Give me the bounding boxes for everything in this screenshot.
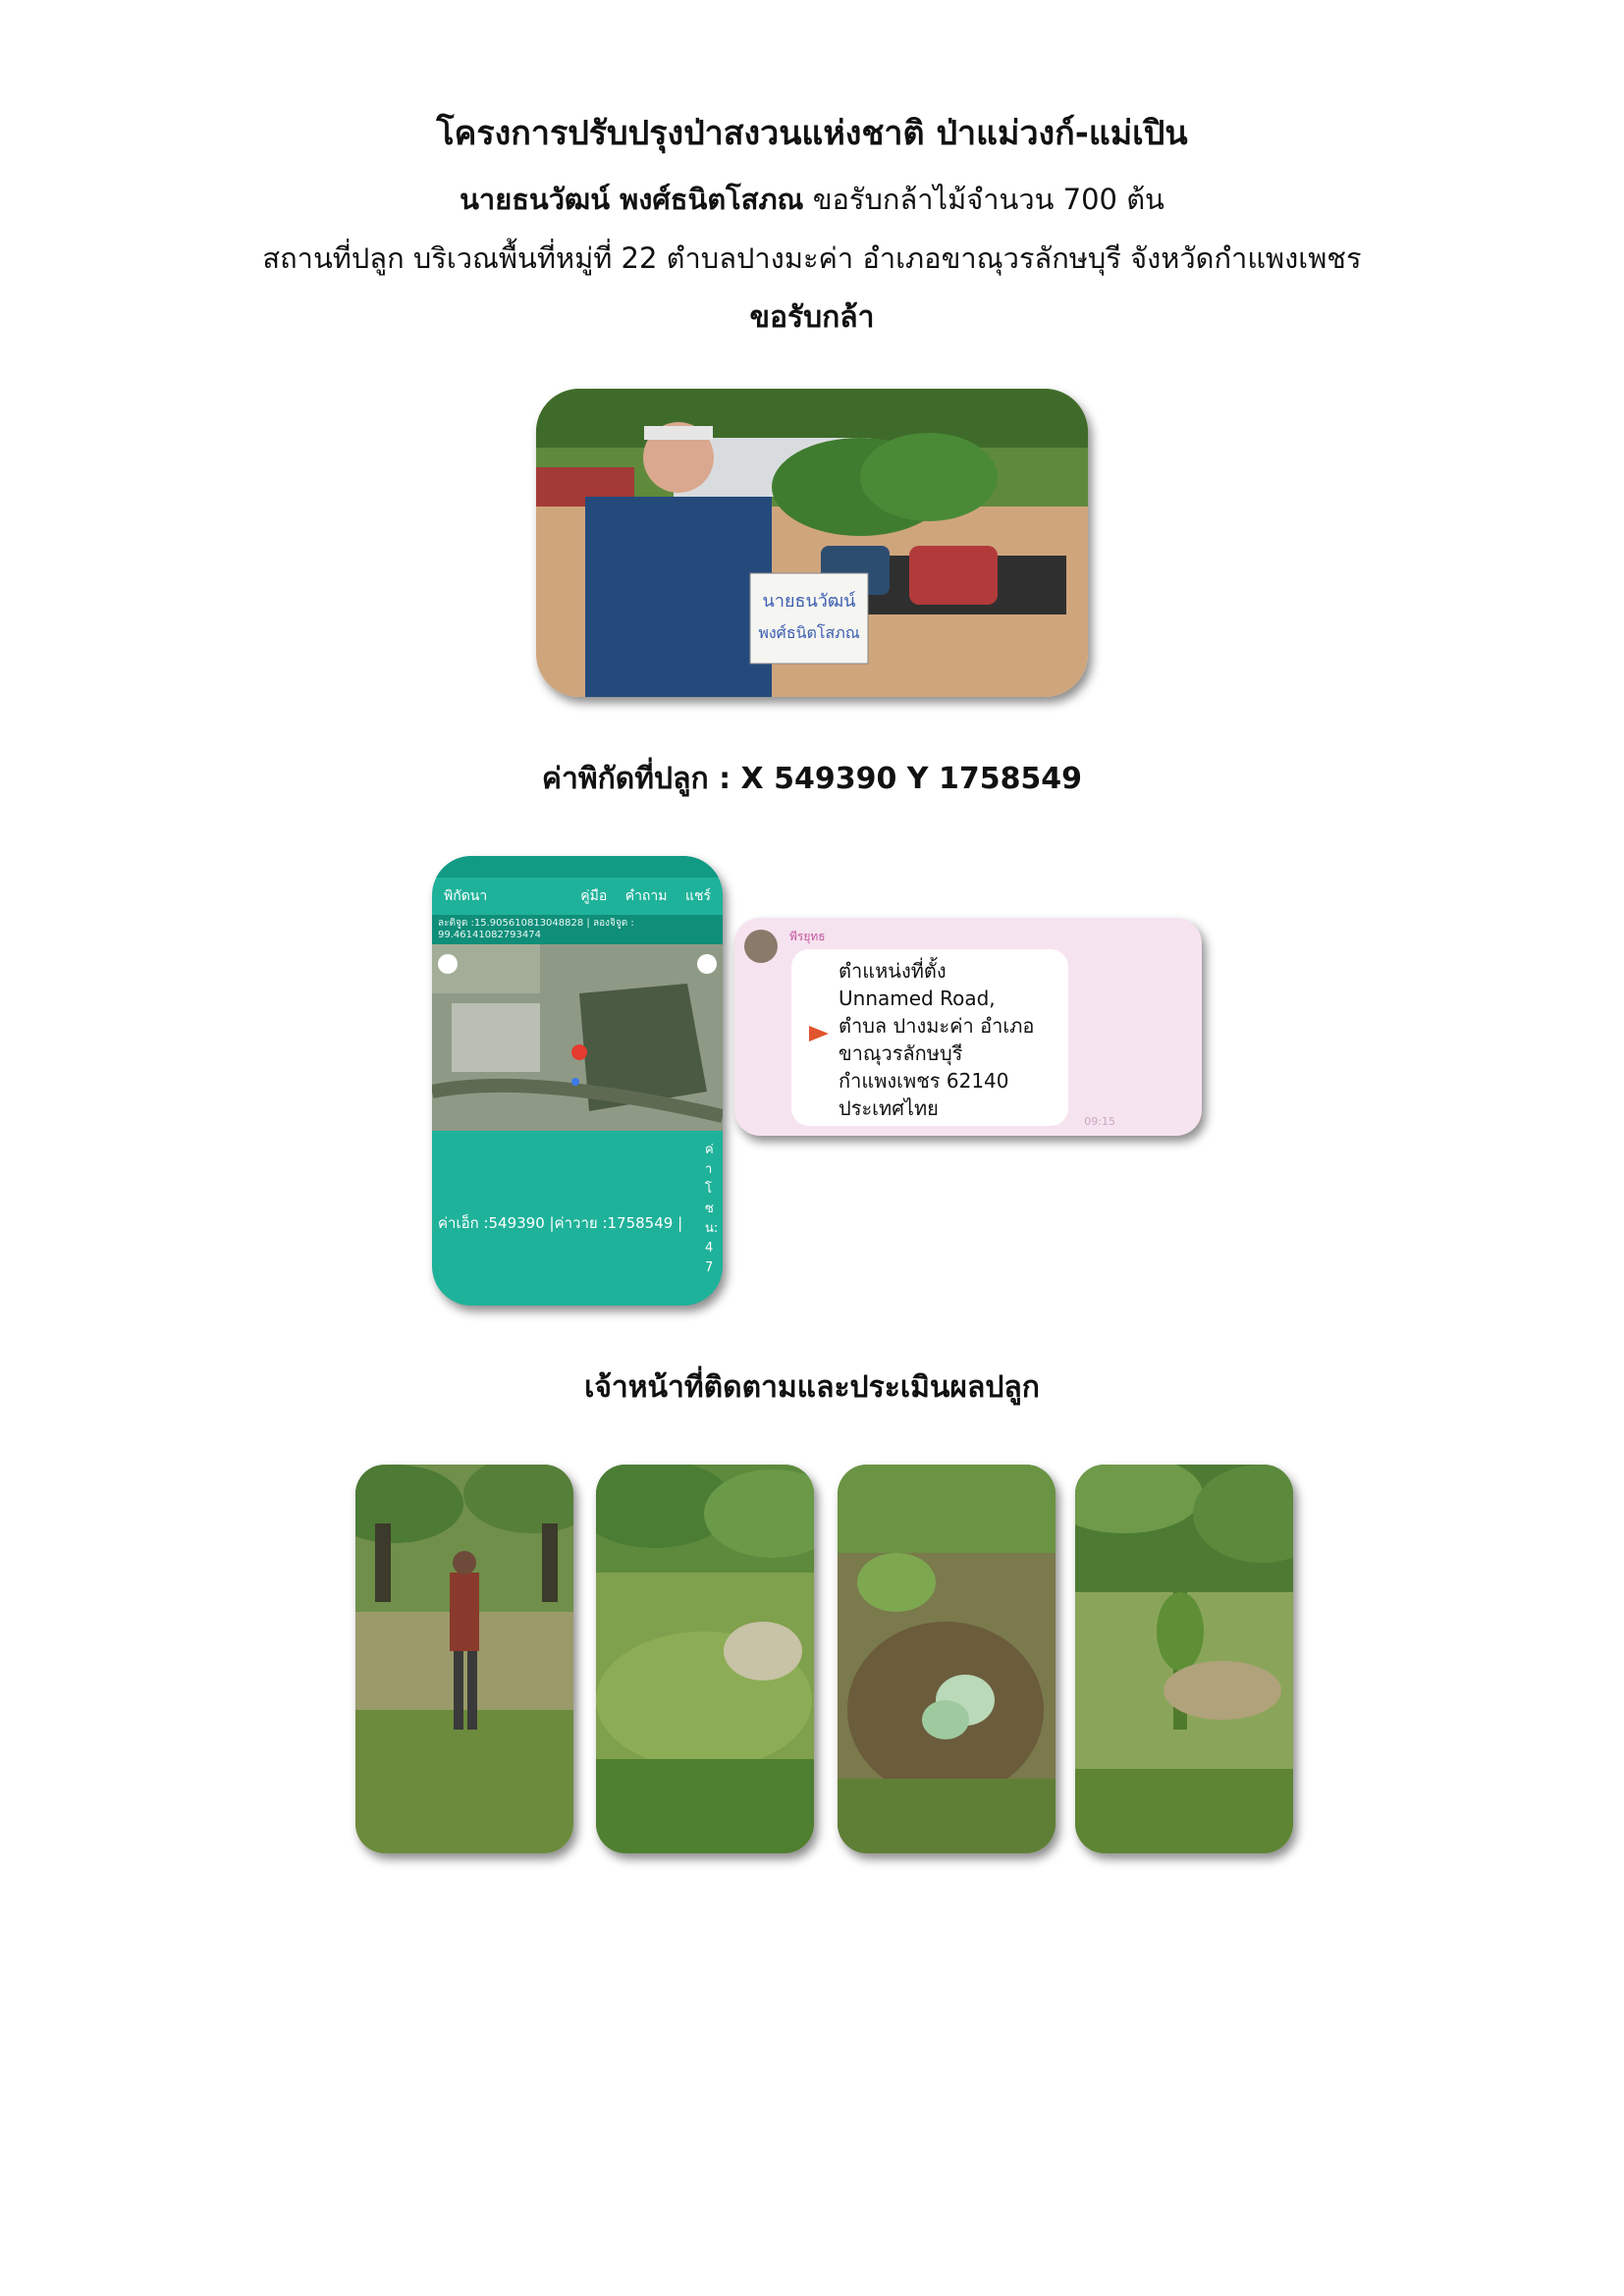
chat-line: ตำบล ปางมะค่า อำเภอ <box>839 1014 1035 1038</box>
menu-item-faq[interactable]: คำถาม <box>624 888 668 904</box>
monitoring-photo-2 <box>596 1465 814 1853</box>
recipient-name: นายธนวัฒน์ พงศ์ธนิตโสภณ <box>460 183 804 216</box>
phone-status-bar <box>432 856 723 878</box>
section-receive-heading: ขอรับกล้า <box>749 300 875 335</box>
location-chat-screenshot <box>734 918 1202 1136</box>
zone-vertical-text: ค่าโซน:47 <box>705 1143 719 1275</box>
chat-line: ขาณุวรลักษบุรี <box>839 1041 963 1065</box>
menu-item-manual[interactable]: คู่มือ <box>580 888 608 904</box>
satellite-map[interactable] <box>432 944 723 1131</box>
latlon-row: ละติจูด :15.905610813048828 | ลองจิจูด : 99.46141082793474 <box>432 915 723 944</box>
app-bar <box>432 878 723 915</box>
chat-line: ตำแหน่งที่ตั้ง <box>839 959 947 983</box>
request-text: ขอรับกล้าไม้จำนวน 700 ต้น <box>812 183 1164 216</box>
locate-icon[interactable] <box>697 954 717 974</box>
menu-item-share[interactable]: แชร์ <box>684 888 711 904</box>
my-location-dot-icon <box>571 1078 579 1086</box>
chat-location-text <box>839 957 1034 1122</box>
recipient-line <box>0 177 1624 222</box>
gps-app-screenshot <box>432 856 723 1306</box>
longitude-text: ลองจิจูด : 99.46141082793474 <box>438 918 634 940</box>
monitoring-photo-1 <box>355 1465 573 1853</box>
chat-sender: พีรยุทธ <box>789 930 826 943</box>
location-line: สถานที่ปลูก บริเวณพื้นที่หมู่ที่ 22 ตำบลปางมะค่า อำเภอขาณุวรลักษบุรี จังหวัดกำแพงเพชร <box>262 241 1362 275</box>
latitude-text: ละติจูด :15.905610813048828 <box>438 918 584 929</box>
utm-readout: ค่าเอ็ก :549390 |ค่าวาย :1758549 | <box>438 1214 683 1232</box>
monitoring-photo-4 <box>1075 1465 1293 1853</box>
staff-monitoring-heading: เจ้าหน้าที่ติดตามและประเมินผลปลูก <box>584 1370 1040 1405</box>
seedling-handover-photo <box>536 389 1088 697</box>
map-flag-icon <box>809 1026 829 1041</box>
sign-line-2: พงศ์ธนิตโสภณ <box>758 623 860 642</box>
planting-coordinates: ค่าพิกัดที่ปลูก : X 549390 Y 1758549 <box>541 762 1083 796</box>
monitoring-photo-3 <box>838 1465 1056 1853</box>
avatar <box>744 930 778 963</box>
chat-line: ประเทศไทย <box>839 1096 939 1120</box>
sign-line-1: นายธนวัฒน์ <box>762 591 856 612</box>
chat-line: Unnamed Road, <box>839 987 996 1010</box>
app-menu <box>567 885 711 907</box>
chat-time: 09:15 <box>1084 1115 1115 1128</box>
chat-line: กำแพงเพชร 62140 <box>839 1069 1009 1093</box>
app-title: พิกัดนา <box>444 888 488 904</box>
compass-icon[interactable] <box>438 954 458 974</box>
document-title: โครงการปรับปรุงป่าสงวนแห่งชาติ ป่าแม่วงก์-แม่เปิน <box>436 114 1188 153</box>
